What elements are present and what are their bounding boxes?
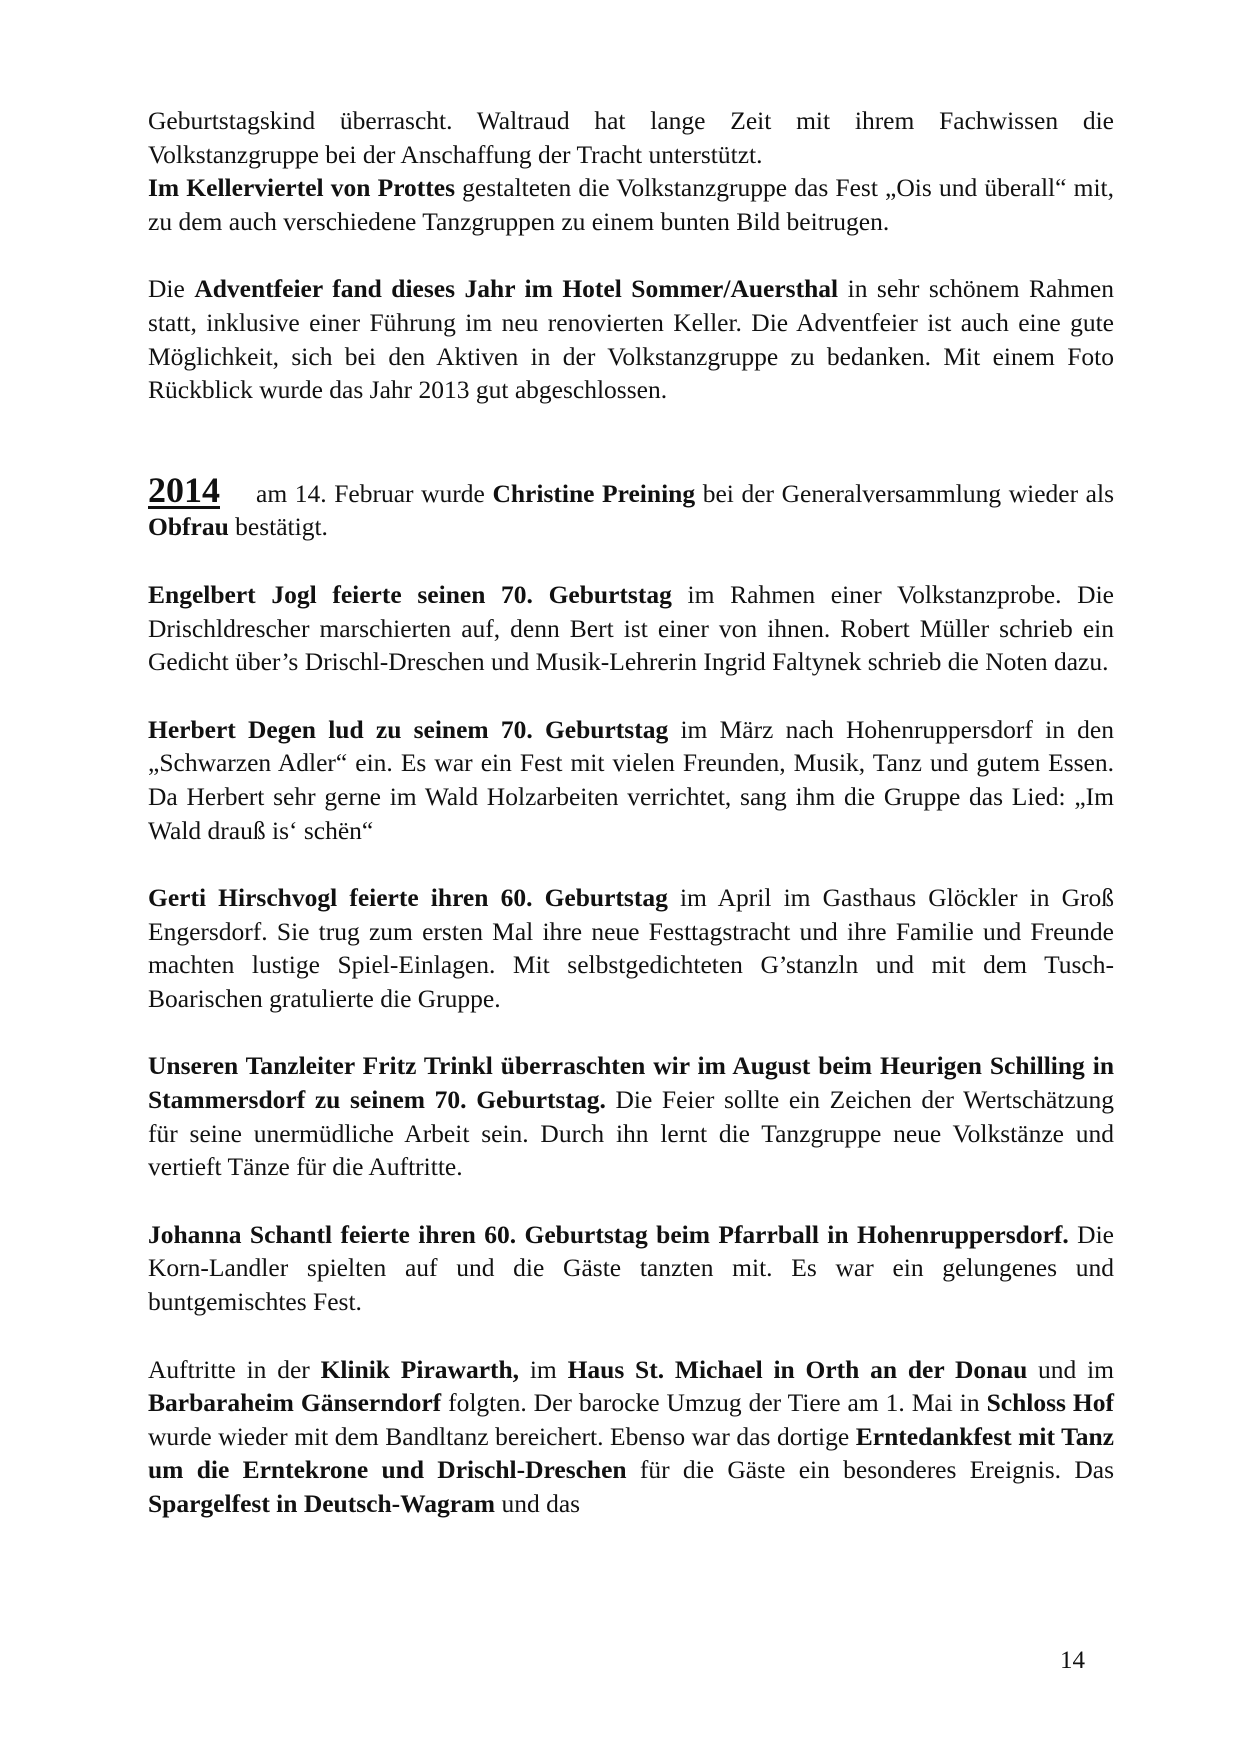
page-number: 14 xyxy=(1060,1647,1085,1674)
bold-text: Engelbert Jogl feierte seinen 70. Geburtstag xyxy=(148,579,672,609)
year-heading: 2014 xyxy=(148,469,220,510)
text: Die Feier sollte ein Zeichen der Wertschätzung für seine unermüdliche Arbeit sein. Durch ihn lernt die Tanzgruppe neue Volkstänze und vertieft Tänze für die Auftritte. xyxy=(148,1085,1114,1182)
paragraph-fritz-trinkl xyxy=(148,1049,1114,1183)
text: in sehr schönem Rahmen statt, inklusive einer Führung im neu renovierten Keller. Die Adventfeier ist auch eine gute Möglichkeit, sich bei den Aktiven in der Volkstanzgruppe zu bedanken. Mit einem Foto Rückblick wurde das Jahr 2013 gut abgeschlossen. xyxy=(148,274,1114,405)
text: bestätigt. xyxy=(228,512,328,542)
bold-text: Erntedankfest mit Tanz um die Erntekrone und Drischl-Dreschen xyxy=(148,1421,1114,1485)
bold-text: Unseren Tanzleiter Fritz Trinkl überraschten wir im August beim Heurigen Schilling in Stammersdorf zu seinem 70. Geburtstag. xyxy=(148,1051,1114,1115)
text: folgten. Der barocke Umzug der Tiere am 1. Mai in xyxy=(441,1388,987,1418)
bold-text: Im Kellerviertel von Prottes xyxy=(148,173,456,203)
bold-text: Klinik Pirawarth, xyxy=(320,1354,520,1384)
paragraph-2014-generalversammlung xyxy=(148,469,1114,544)
paragraph-engelbert-jogl xyxy=(148,578,1114,679)
text: im März nach Hohenruppersdorf in den „Schwarzen Adler“ ein. Es war ein Fest mit vielen Freunden, Musik, Tanz und gutem Essen. Da Herbert sehr gerne im Wald Holzarbeiten verrichtet, sang ihm die Gruppe das Lied: „Im Wald drauß is‘ schën“ xyxy=(148,714,1114,845)
bold-text: Adventfeier fand dieses Jahr im Hotel Sommer/Auersthal xyxy=(194,274,839,304)
text: Auftritte in der xyxy=(148,1354,321,1384)
text: wurde wieder mit dem Bandltanz bereichert. Ebenso war das dortige xyxy=(148,1421,856,1451)
text: und das xyxy=(495,1489,581,1518)
bold-text: Christine Preining xyxy=(492,478,696,508)
paragraph-herbert-degen xyxy=(148,713,1114,847)
paragraph-geburtstag-waltraud-kellerviertel xyxy=(148,104,1114,238)
paragraph-gerti-hirschvogl xyxy=(148,881,1114,1015)
bold-text: Obfrau xyxy=(148,512,229,542)
bold-text: Schloss Hof xyxy=(986,1388,1114,1418)
text: im xyxy=(519,1354,568,1384)
text: Die Korn-Landler spielten auf und die Gäste tanzten mit. Es war ein gelungenes und buntgemischtes Fest. xyxy=(148,1219,1114,1317)
text: bei der Generalversammlung wieder als xyxy=(695,478,1114,508)
text: am 14. Februar wurde xyxy=(256,478,493,508)
paragraph-auftritte xyxy=(148,1353,1114,1521)
text: Die xyxy=(148,274,195,304)
bold-text: Johanna Schantl feierte ihren 60. Geburtstag beim Pfarrball in Hohenruppersdorf. xyxy=(148,1219,1069,1249)
bold-text: Haus St. Michael in Orth an der Donau xyxy=(567,1354,1028,1384)
text: und im xyxy=(1027,1354,1115,1384)
text: gestalteten die Volkstanzgruppe das Fest „Ois und überall“ mit, zu dem auch verschiedene Tanzgruppen zu einem bunten Bild beitrugen. xyxy=(148,173,1114,236)
text: für die Gäste ein besonderes Ereignis. Das xyxy=(626,1455,1114,1485)
paragraph-adventfeier xyxy=(148,272,1114,406)
bold-text: Barbaraheim Gänserndorf xyxy=(148,1388,442,1418)
bold-text: Herbert Degen lud zu seinem 70. Geburtstag xyxy=(148,714,669,744)
text: Geburtstagskind überrascht. Waltraud hat lange Zeit mit ihrem Fachwissen die Volkstanzgruppe bei der Anschaffung der Tracht unterstützt. xyxy=(148,106,1114,169)
bold-text: Gerti Hirschvogl feierte ihren 60. Geburtstag xyxy=(148,883,668,913)
paragraph-johanna-schantl xyxy=(148,1218,1114,1319)
text: im April im Gasthaus Glöckler in Groß Engersdorf. Sie trug zum ersten Mal ihre neue Festtagstracht und ihre Familie und Freunde machten lustige Spiel-Einlagen. Mit selbstgedichteten G’stanzln und mit dem Tusch-Boarischen gratulierte die Gruppe. xyxy=(148,883,1114,1013)
bold-text: Spargelfest in Deutsch-Wagram xyxy=(148,1489,496,1518)
text: im Rahmen einer Volkstanzprobe. Die Drischldrescher marschierten auf, denn Bert ist einer von ihnen. Robert Müller schrieb ein Gedicht über’s Drischl-Dreschen und Musik-Lehrerin Ingrid Faltynek schrieb die Noten dazu. xyxy=(148,579,1114,677)
document-page xyxy=(148,104,1114,1521)
